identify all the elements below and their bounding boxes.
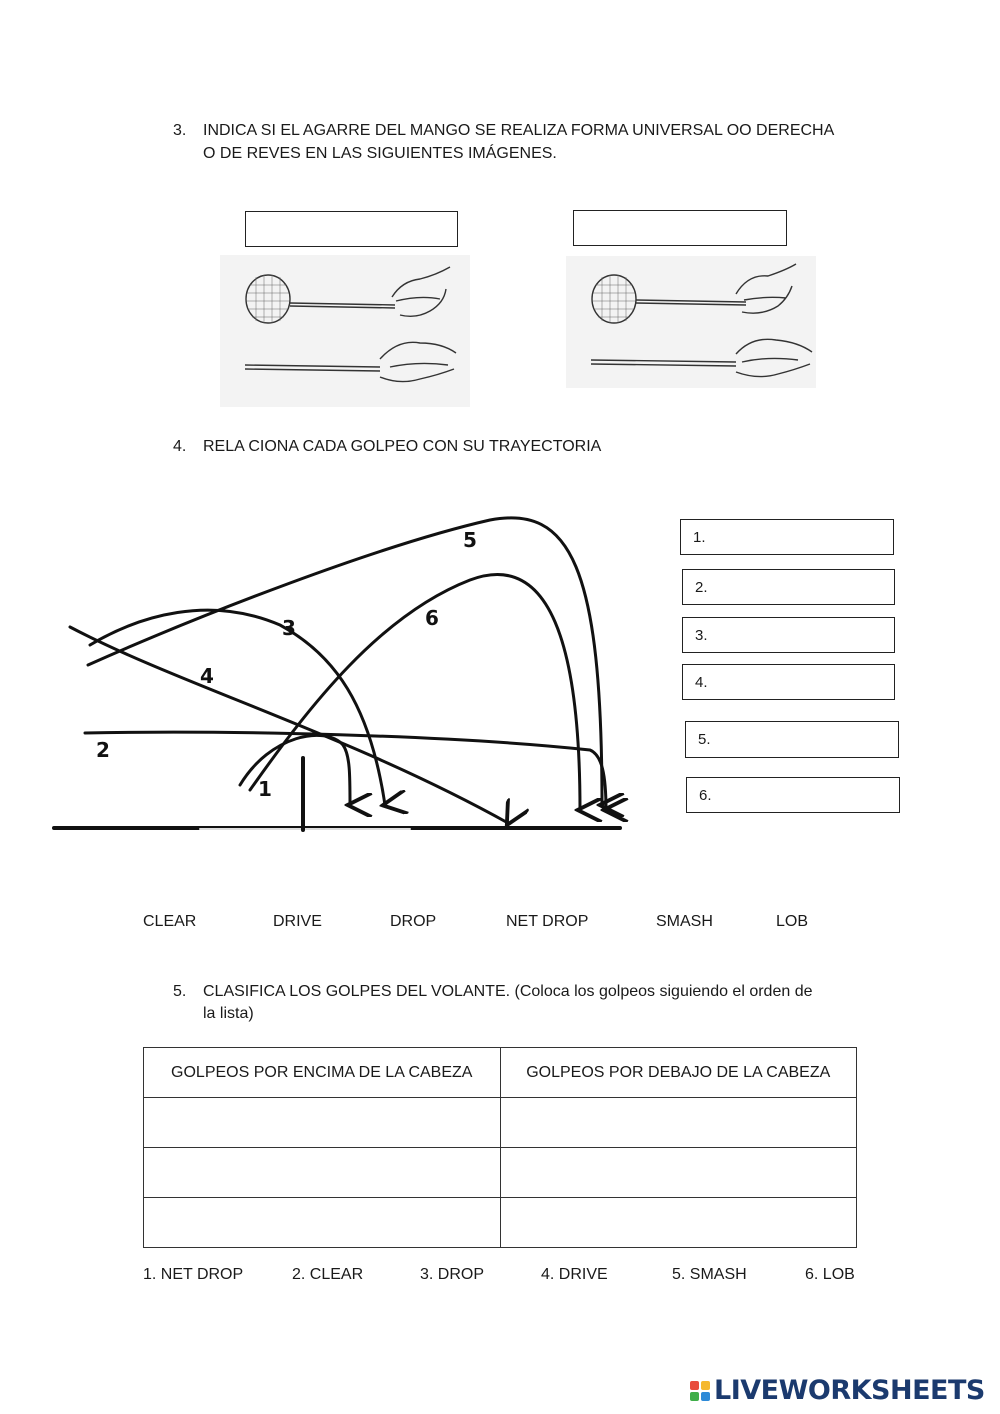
answer-cell[interactable] [500,1148,857,1198]
question-text-line-1: CLASIFICA LOS GOLPES DEL VOLANTE. (Coloca los golpeos siguiendo el orden de [203,983,813,1000]
table-row [144,1148,857,1198]
diagram-label-6: 6 [425,606,439,630]
question-text-line-2: la lista) [203,1005,254,1022]
trajectory-answer-box-3[interactable] [682,617,895,653]
grip-answer-box-1[interactable] [245,211,458,247]
logo-text: LIVEWORKSHEETS [714,1375,985,1406]
trajectory-answer-box-6[interactable] [686,777,900,813]
trajectory-diagram [50,505,630,845]
table-row [144,1198,857,1248]
classification-table [143,1047,857,1248]
question-4 [173,436,773,460]
stroke-list-item: 1. NET DROP [143,1266,244,1283]
word-bank-item: NET DROP [506,913,589,930]
word-bank-item: DRIVE [273,913,322,930]
answer-label: 1. [693,528,706,546]
trajectory-answer-box-2[interactable] [682,569,895,605]
answer-cell[interactable] [144,1148,501,1198]
logo-mark-icon [690,1381,710,1401]
trajectory-4 [70,627,508,823]
trajectory-3 [90,610,385,805]
trajectory-5 [88,518,602,805]
trajectory-answer-box-5[interactable] [685,721,899,758]
answer-label: 5. [698,731,711,748]
stroke-list-item: 5. SMASH [672,1266,747,1283]
answer-cell[interactable] [500,1198,857,1248]
answer-label: 2. [695,578,708,596]
trajectory-1 [240,735,350,805]
diagram-label-3: 3 [282,616,296,640]
answer-label: 3. [695,626,708,644]
stroke-list-item: 4. DRIVE [541,1266,608,1283]
question-number: 3. [173,122,187,139]
diagram-label-1: 1 [258,777,272,801]
question-text-line-2: O DE REVES EN LAS SIGUIENTES IMÁGENES. [203,145,557,162]
stroke-list-item: 6. LOB [805,1266,855,1283]
word-bank-item: DROP [390,913,437,930]
grip-illustration-2 [566,256,816,388]
question-text: RELA CIONA CADA GOLPEO CON SU TRAYECTORIA [203,438,602,455]
diagram-label-4: 4 [200,664,214,688]
stroke-list-item: 2. CLEAR [292,1266,364,1283]
table-row [144,1098,857,1148]
trajectory-answer-box-4[interactable] [682,664,895,700]
answer-cell[interactable] [500,1098,857,1148]
answer-label: 4. [695,673,708,691]
grip-illustration-1 [220,255,470,407]
question-5 [173,981,873,1029]
word-bank-item: SMASH [656,913,713,930]
question-text-line-1: INDICA SI EL AGARRE DEL MANGO SE REALIZA FORMA UNIVERSAL OO DERECHA [203,122,835,139]
question-number: 4. [173,438,187,455]
answer-cell[interactable] [144,1198,501,1248]
question-number: 5. [173,983,187,1000]
question-3 [173,120,873,170]
answer-label: 6. [699,786,712,804]
answer-cell[interactable] [144,1098,501,1148]
table-header-underhand: GOLPEOS POR DEBAJO DE LA CABEZA [500,1048,857,1098]
word-bank-item: LOB [776,913,809,930]
diagram-label-5: 5 [463,528,477,552]
liveworksheets-logo [690,1375,985,1406]
trajectory-answer-box-1[interactable] [680,519,894,555]
stroke-list-item: 3. DROP [420,1266,485,1283]
table-header-overhead: GOLPEOS POR ENCIMA DE LA CABEZA [144,1048,501,1098]
diagram-label-2: 2 [96,738,110,762]
grip-answer-box-2[interactable] [573,210,787,246]
word-bank-item: CLEAR [143,913,197,930]
